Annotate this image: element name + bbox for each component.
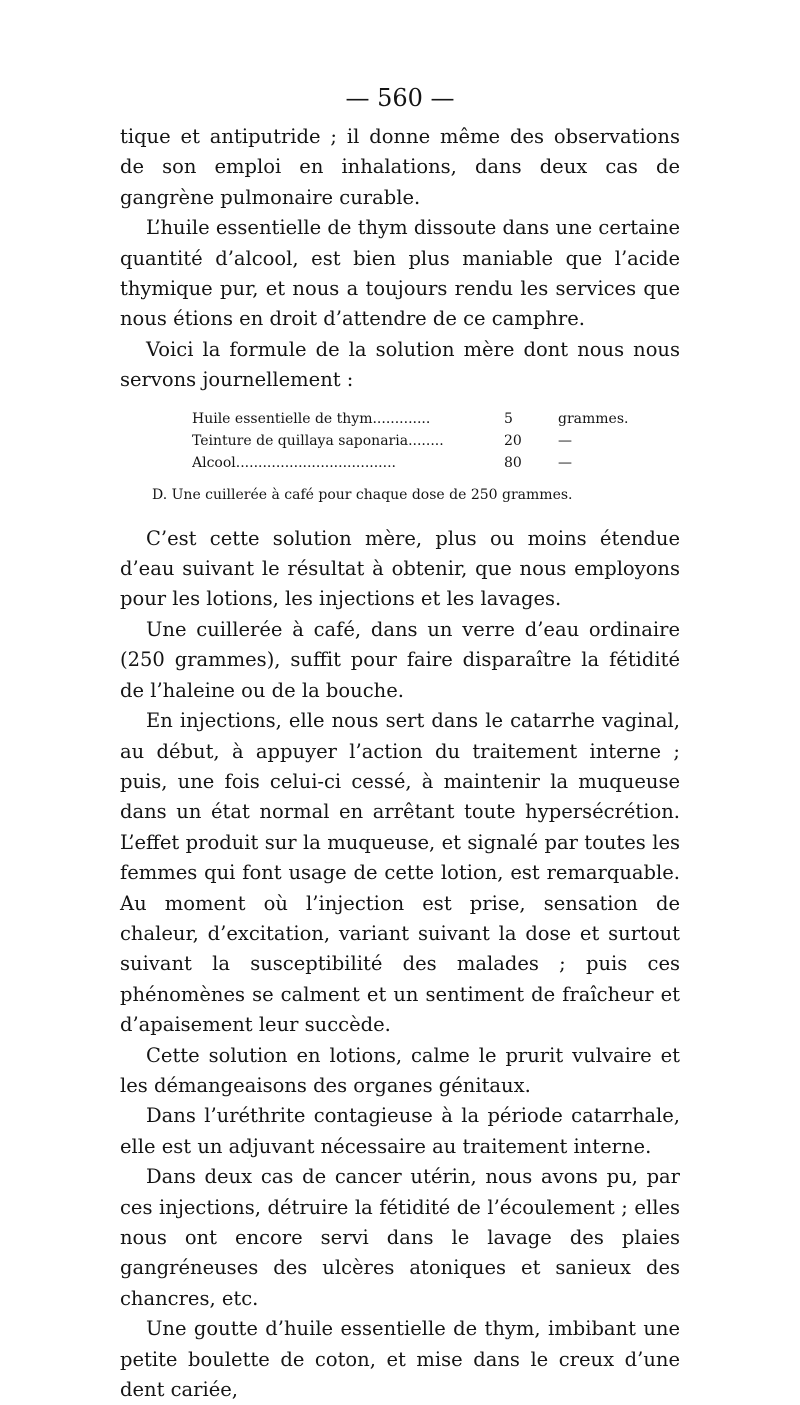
formula-row [192,452,632,474]
paragraph: En injections, elle nous sert dans le catarrhe vaginal, au début, à appuyer l’action du traitement interne ; puis, une fois celui-ci cessé, à maintenir la muqueuse dans un état normal en arrêtant toute hypersécrétion. L’effet produit sur la muqueuse, et signalé par toutes les femmes qui font usage de cette lotion, est remarquable. Au moment où l’injection est prise, sensation de chaleur, d’excitation, variant suivant la dose et surtout suivant la susceptibilité des malades ; puis ces phénomènes se calment et un sentiment de fraîcheur et d’apaisement leur succède. [120,709,680,1037]
formula-row [192,408,632,430]
ingredient-unit: — [558,432,572,449]
paragraph: Cette solution en lotions, calme le prurit vulvaire et les démangeaisons des organes génitaux. [120,1043,680,1097]
dose-instruction: D. Une cuillerée à café pour chaque dose de 250 grammes. [152,486,573,503]
paragraph: L’huile essentielle de thym dissoute dans une certaine quantité d’alcool, est bien plus maniable que l’acide thymique pur, et nous a toujours rendu les services que nous étions en droit d’attendre de ce camphre. [120,216,680,331]
ingredient-unit: — [558,454,572,471]
ingredient-quantity: 5 [504,410,513,427]
ingredient-quantity: 80 [504,454,522,471]
ingredient-name: Huile essentielle de thym............. [192,410,431,427]
paragraph: Voici la formule de la solution mère dont nous nous servons journellement : [120,337,680,392]
ingredient-unit: grammes. [558,410,629,427]
paragraph: tique et antiputride ; il donne même des observations de son emploi en inhalations, dans deux cas de gangrène pulmonaire curable. [120,125,680,209]
paragraph: Une cuillerée à café, dans un verre d’eau ordinaire (250 grammes), suffit pour faire disparaître la fétidité de l’haleine ou de la bouche. [120,617,680,702]
body-text [120,122,680,1405]
formula-row [192,430,632,452]
ingredient-name: Teinture de quillaya saponaria........ [192,432,444,449]
paragraph: C’est cette solution mère, plus ou moins étendue d’eau suivant le résultat à obtenir, que nous employons pour les lotions, les injections et les lavages. [120,526,680,611]
formula-table [192,408,632,474]
paragraph: Une goutte d’huile essentielle de thym, imbibant une petite boulette de coton, et mise dans le creux d’une dent cariée, [120,1317,680,1402]
paragraph: Dans l’uréthrite contagieuse à la période catarrhale, elle est un adjuvant nécessaire au traitement interne. [120,1104,680,1158]
page-number: — 560 — [345,84,455,112]
paragraph: Dans deux cas de cancer utérin, nous avons pu, par ces injections, détruire la fétidité de l’écoulement ; elles nous ont encore servi dans le lavage des plaies gangréneuses des ulcères atoniques et sanieux des chancres, etc. [120,1165,680,1310]
ingredient-quantity: 20 [504,432,522,449]
ingredient-name: Alcool.................................... [192,454,396,471]
